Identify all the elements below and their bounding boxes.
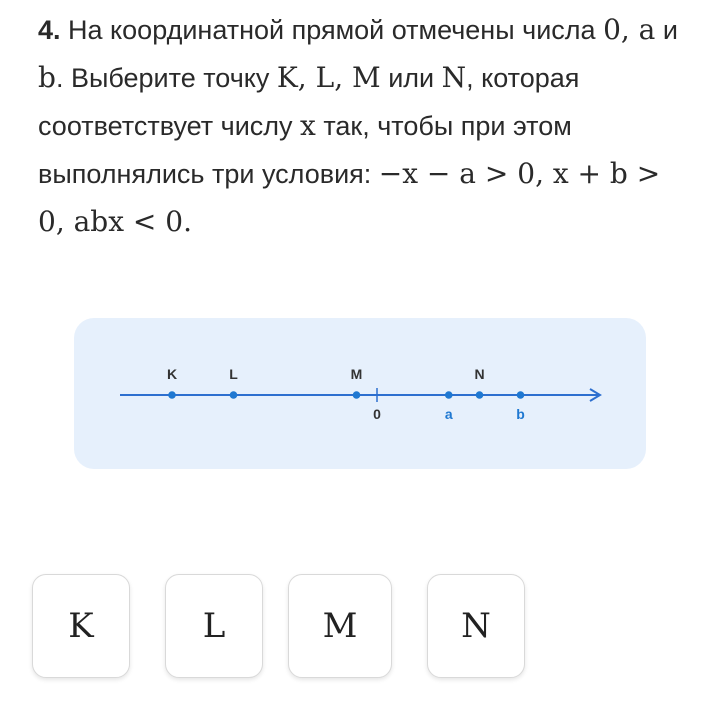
answer-button-k[interactable]: K — [32, 574, 130, 678]
math-expression: 0, a — [603, 13, 656, 46]
math-expression: x — [300, 109, 316, 142]
question-segment: так, чтобы при этом выполнялись три условия: — [38, 111, 572, 189]
math-expression: K, L, M — [276, 61, 381, 94]
question-segment: и — [655, 15, 678, 45]
question-segment: На координатной прямой отмечены числа — [60, 15, 604, 45]
point-l — [230, 391, 238, 399]
point-label-k: K — [166, 366, 178, 382]
number-line — [74, 318, 646, 469]
math-expression: b — [38, 61, 56, 94]
answer-button-l[interactable]: L — [165, 574, 263, 678]
point-k — [168, 391, 176, 399]
question-segment: или — [380, 63, 442, 93]
question-text — [38, 6, 688, 246]
point-n — [476, 391, 484, 399]
point-label-n: N — [474, 366, 485, 382]
answer-button-n[interactable]: N — [427, 574, 525, 678]
question-segment: , которая соответствует числу — [38, 63, 580, 141]
point-label-m: M — [350, 366, 363, 382]
answer-button-m[interactable]: M — [288, 574, 392, 678]
math-expression: −x − a > 0, x + b > 0, abx < 0. — [38, 157, 661, 238]
point-label-b: b — [516, 406, 525, 422]
point-m — [353, 391, 361, 399]
question-number: 4. — [38, 15, 61, 45]
math-expression: N — [441, 61, 467, 94]
origin-label: 0 — [373, 406, 381, 422]
point-b — [517, 391, 525, 399]
point-label-l: L — [229, 366, 238, 382]
number-line-card — [74, 318, 646, 469]
point-label-a: a — [444, 406, 453, 422]
answer-options — [32, 574, 532, 678]
question-segment: . Выберите точку — [55, 63, 277, 93]
point-a — [445, 391, 453, 399]
